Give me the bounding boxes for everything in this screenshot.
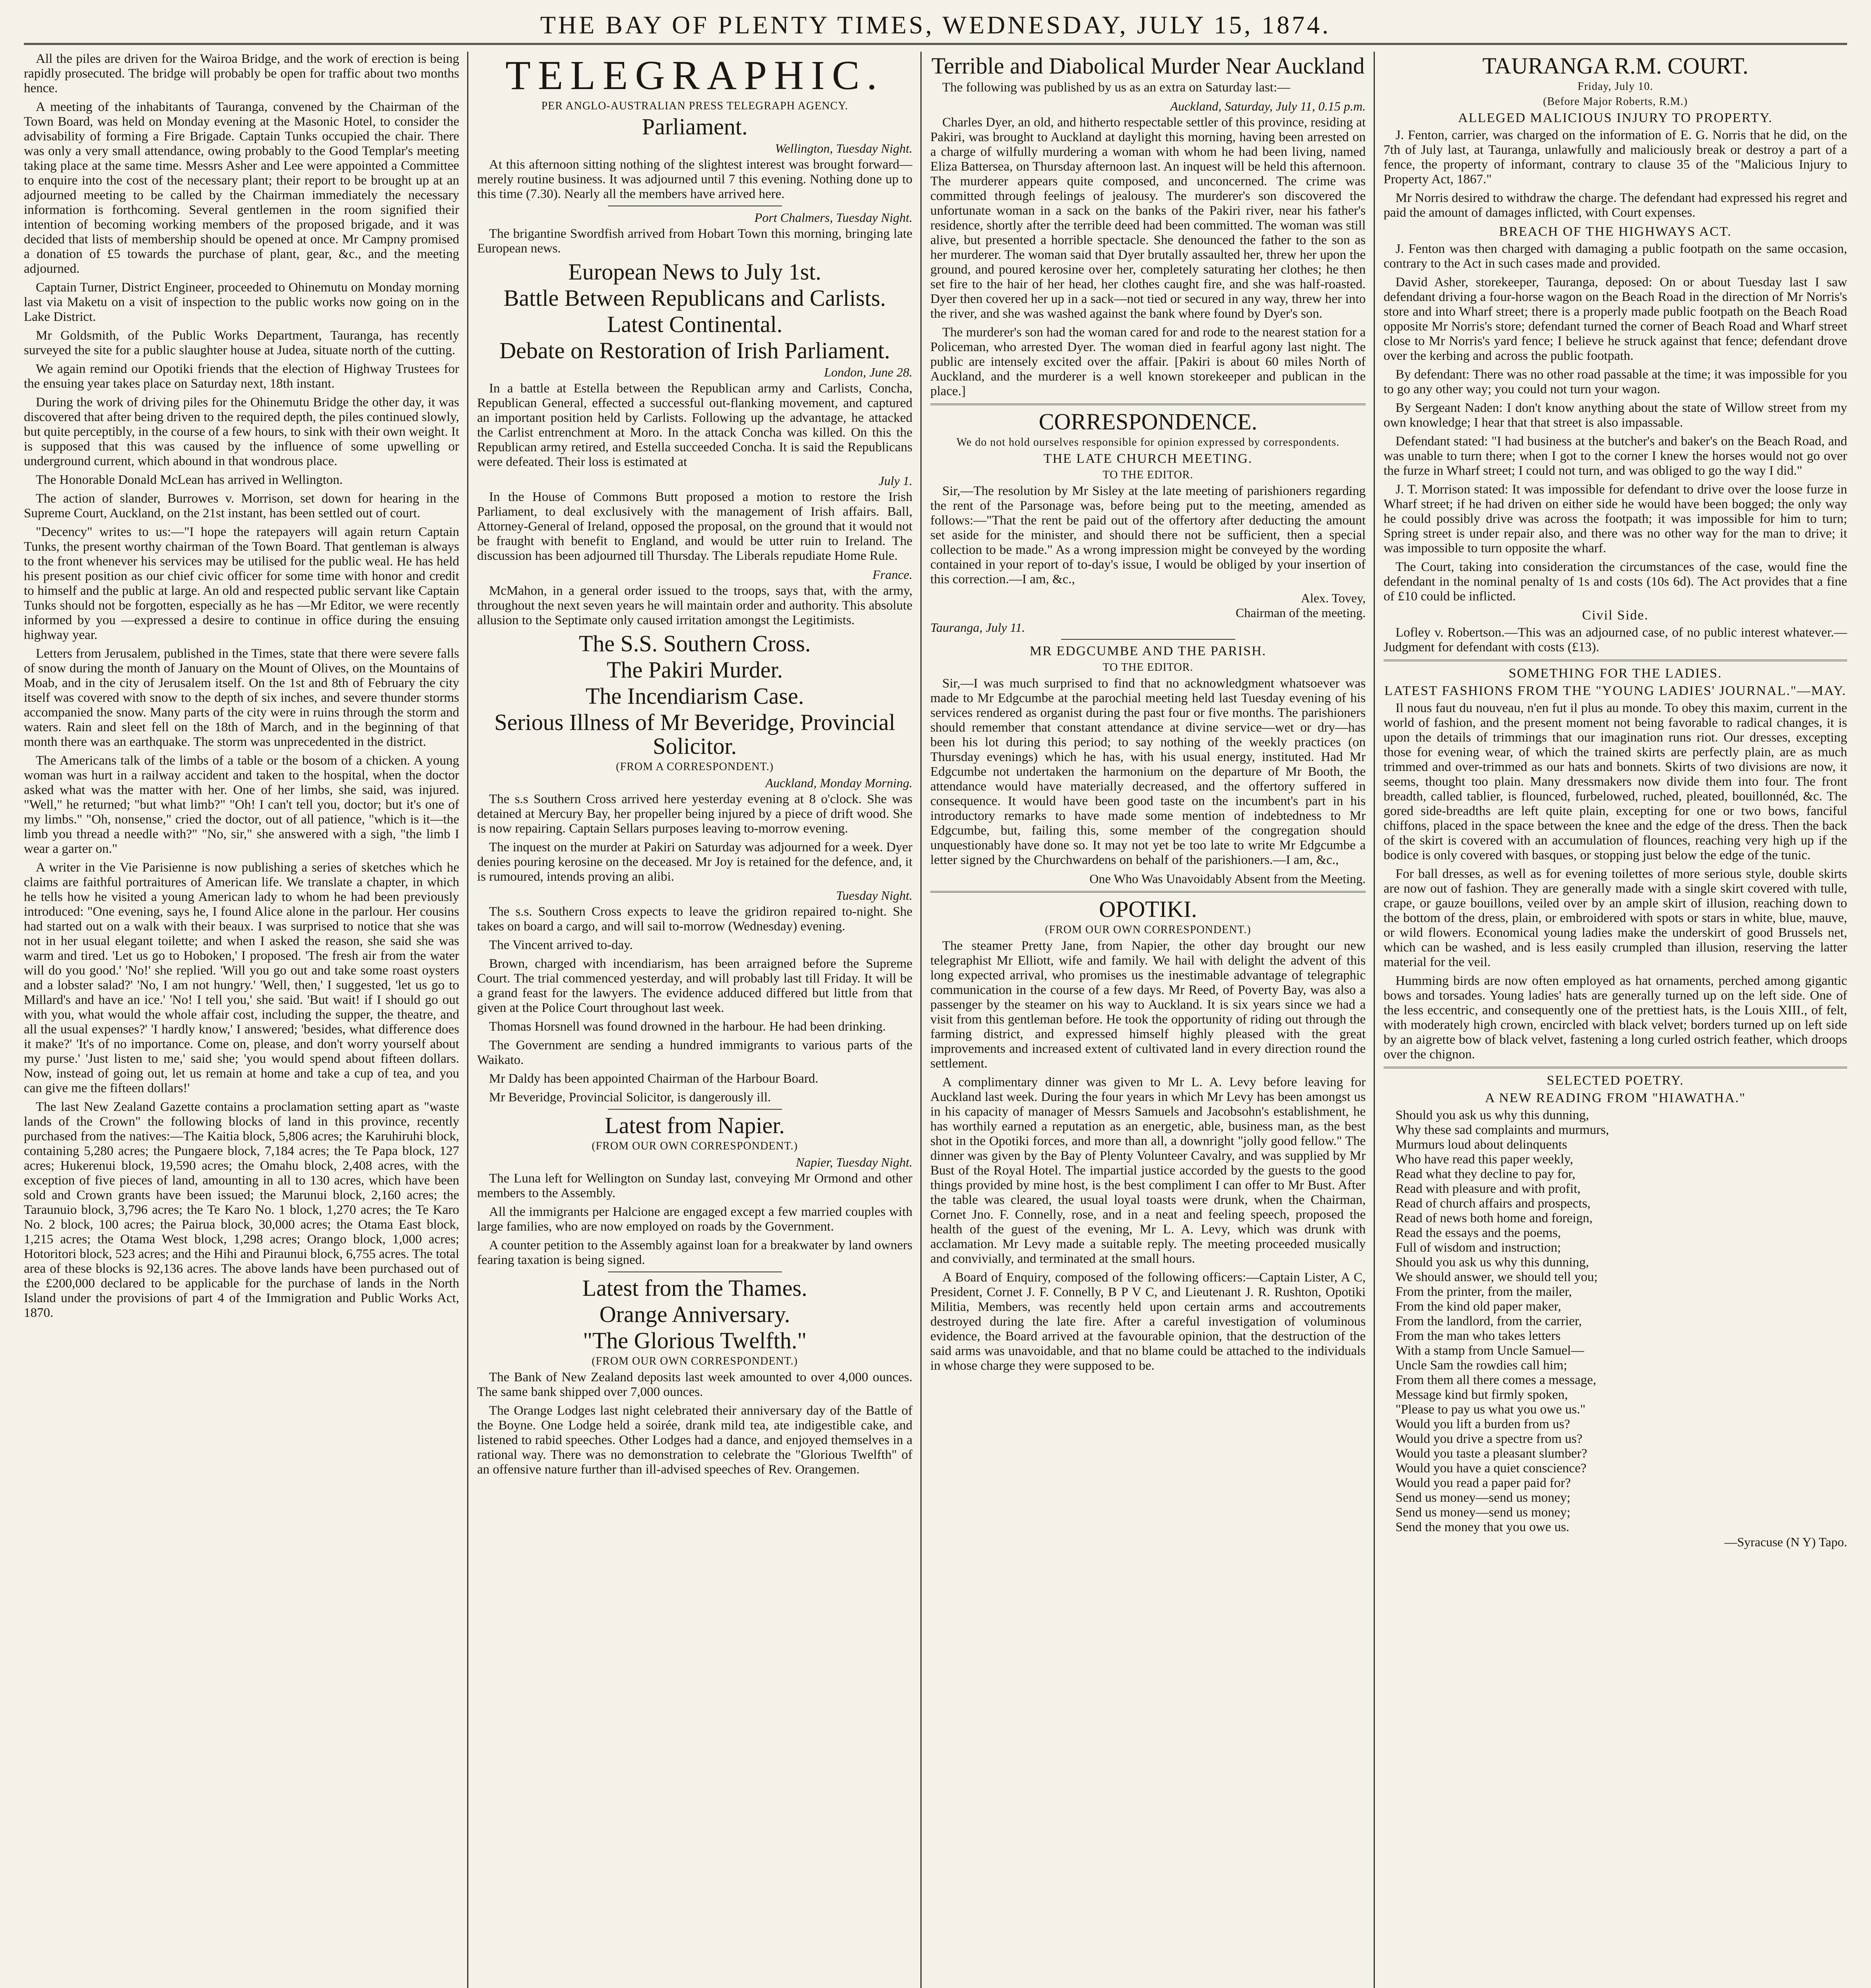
column-3	[930, 52, 1366, 1988]
news-paragraph: The Luna left for Wellington on Sunday last, conveying Mr Ormond and other members to the Assembly.	[477, 1171, 912, 1200]
section-heading: The S.S. Southern Cross.	[578, 631, 811, 656]
news-paragraph: The last New Zealand Gazette contains a proclamation setting apart as "waste lands of the Crown" the following blocks of land in this province, recently purchased from the natives:—The Kaitia block, 5,806 acres; the Karuhiruhi block, containing 5,280 acres; the Pungaere block, 7,184 acres; the Te Papa block, 127 acres; Hukerenui block, 19,590 acres; the Omahu block, 2,408 acres, with the exception of five pieces of land, amounting in all to 130 acres, which have been sold and Crown grants have been issued; the Marunui block, 2,160 acres; the Taraunuio block, 3,796 acres; the Te Karo No. 1 block, 1,270 acres; the Te Karo No. 2 block, 100 acres; the Pairua block, 30,000 acres; the Otama East block, 1,215 acres; the Otama West block, 1,298 acres; Orango block, 1,000 acres; Hotoritori block, 523 acres; and the Hihi and Piraunui block, 6,755 acres. The total area of these blocks is 92,136 acres. The above lands have been purchased out of the £200,000 declared to be applicable for the purchase of lands in the North Island under the provisions of part 4 of the Immigration and Public Works Act, 1870.	[24, 1100, 459, 1320]
letter-paragraph: Sir,—The resolution by Mr Sisley at the late meeting of parishioners regarding the rent of the Parsonage was, before being put to the meeting, amended as follows:—"That the rent be paid out of the offertory after deducting the amount set aside for the minister, and should there not be sufficient, then a special collection to be made." As a wrong impression might be conveyed by the wording contained in your report of to-day's issue, I would be obliged by your insertion of this correction.—I am, &c.,	[930, 484, 1366, 586]
letter-heading: MR EDGCUMBE AND THE PARISH.	[1029, 644, 1267, 658]
news-paragraph: The Americans talk of the limbs of a table or the bosom of a chicken. A young woman was hurt in a railway accident and taken to the hospital, when the doctor asked what was the matter with her. One of her limbs, she said, was injured. "Well," he returned; "but what limb?" "Oh! I can't tell you, doctor; but it's one of my limbs." "Oh, nonsense," cried the doctor, out of all patience, "which is it—the limb you thread a needle with?" "No, sir," she answered with a sigh, "the limb I wear a garter on."	[24, 753, 459, 856]
dateline: Auckland, Monday Morning.	[765, 776, 912, 790]
poem-line: Full of wisdom and instruction;	[1395, 1241, 1561, 1255]
poem-title: A NEW READING FROM "HIAWATHA."	[1485, 1091, 1746, 1105]
case-heading: Civil Side.	[1582, 608, 1649, 623]
news-paragraph: The action of slander, Burrowes v. Morrison, set down for hearing in the Supreme Court, Auckland, on the 21st instant, has been settled out of court.	[24, 491, 459, 520]
poem-line: Would you read a paper paid for?	[1395, 1476, 1571, 1490]
section-subheading: LATEST FASHIONS FROM THE "YOUNG LADIES' JOURNAL."—MAY.	[1384, 683, 1846, 698]
dateline: Auckland, Saturday, July 11, 0.15 p.m.	[1170, 99, 1366, 113]
section-heading: CORRESPONDENCE.	[1038, 409, 1258, 435]
poem-line: Would you taste a pleasant slumber?	[1395, 1446, 1588, 1461]
news-paragraph: A writer in the Vie Parisienne is now publishing a series of sketches which he claims are faithful portraitures of American life. We translate a chapter, in which he tells how he visited a young American lady to whom he had been previously introduced: "One evening, says he, I found Alice alone in the parlour. Her cousins had started out on a walk with their beaux. I was surprised to notice that she was not in her usual elegant toilette; and when I asked the reason, she said she was warm and tired. 'Let us go to Hoboken,' I proposed. 'The fresh air from the water will do you good.' 'No!' she replied. 'Will you go out and take some roast oysters and a lobster salad?' 'No, I am not hungry.' 'Well, then,' I suggested, 'let us go to Millard's and have an ice.' 'No! I tell you,' she said. 'But wait! if I should go out with you, what would the whole affair cost, including the supper, the theatre, and all the usual expenses?' 'I hardly know,' I answered; 'besides, what difference does it make?' 'It's of no importance. Come on, please, and don't worry yourself about my purse.' 'Just listen to me,' said she; 'you would spend about fifteen dollars. Now, instead of going out, let us remain at home and take a cup of tea, and you can give me the fifteen dollars!'	[24, 860, 459, 1095]
correspondent-note: (FROM OUR OWN CORRESPONDENT.)	[1045, 924, 1251, 936]
dateline: Napier, Tuesday Night.	[796, 1155, 912, 1169]
letter-signature: One Who Was Unavoidably Absent from the Meeting.	[1089, 872, 1366, 886]
poem-line: Would you lift a burden from us?	[1395, 1417, 1570, 1431]
news-paragraph: Mr Beveridge, Provincial Solicitor, is dangerously ill.	[489, 1090, 771, 1105]
section-heading: Latest Continental.	[607, 311, 783, 337]
telegraphic-heading: TELEGRAPHIC.	[505, 52, 884, 98]
poem-line: Send us money—send us money;	[1395, 1491, 1570, 1505]
poem-line: Would you have a quiet conscience?	[1395, 1461, 1587, 1475]
section-heading: SELECTED POETRY.	[1547, 1073, 1684, 1088]
news-paragraph: J. Fenton was then charged with damaging a public footpath on the same occasion, contrary to the Act in such cases made and provided.	[1384, 242, 1847, 271]
case-heading: BREACH OF THE HIGHWAYS ACT.	[1499, 224, 1732, 239]
section-heading: Serious Illness of Mr Beveridge, Provincial Solicitor.	[494, 709, 895, 759]
magistrate-note: (Before Major Roberts, R.M.)	[1543, 95, 1688, 108]
poem-line: Send us money—send us money;	[1395, 1505, 1570, 1520]
news-paragraph: Il nous faut du nouveau, n'en fut il plus au monde. To obey this maxim, current in the world of fashion, and the present moment not being favorable to radical changes, it is upon the details of trimmings that our imagination runs riot. Our dresses, excepting those for evening wear, of which the trained skirts are perfectly plain, are as much trimmed and over-trimmed as our hats and bonnets. Skirts of two divisions are now, it seems, thought too plain. Many dressmakers now divide them into four. The front breadth, called tablier, is flounced, furbelowed, ruched, pleated, bouillonnéd, &c. The gored side-breadths are left quite plain, excepting for one or two bows, fanciful chiffons, placed in the space between the knee and the edge of the dress. Then the back of the skirt is covered with an accumulation of flounces, reaching very high up if the bodice is only covered with basques, or stopping just below the edge of the tunic.	[1384, 701, 1847, 862]
poem-line: Send the money that you owe us.	[1395, 1520, 1570, 1534]
news-paragraph: The Orange Lodges last night celebrated their anniversary day of the Battle of the Boyne. One Lodge held a soirée, drank mild tea, ate indigestible cake, and listened to rabid speeches. Other Lodges had a dance, and enjoyed themselves in a rational way. There was no demonstration to celebrate the "Glorious Twelfth" of an offensive nature further than ill-advised speeches of Rev. Orangemen.	[477, 1404, 912, 1477]
poem-line: Read with pleasure and with profit,	[1395, 1182, 1581, 1196]
poem-line: Read of church affairs and prospects,	[1395, 1196, 1591, 1211]
letter-paragraph: Sir,—I was much surprised to find that no acknowledgment whatsoever was made to Mr Edgcumbe at the parochial meeting held last Tuesday evening of his services rendered as organist during the past four or five months. The parishioners should remember that constant attendance at divine service—wet or dry—has been his lot during this period; to say nothing of the weekly practices (on Thursday evenings) which he has, with his usual energy, instituted. Had Mr Edgcumbe not undertaken the harmonium on the departure of Mr Booth, the attendance would have materially decreased, and the offertory suffered in consequence. It would have been good taste on the incumbent's part in his introductory remarks to have made some mention of indebtedness to Mr Edgcumbe, but, failing this, some member of the congregation should unquestionably have done so. It may not yet be too late to write Mr Edgcumbe a letter signed by the Churchwardens on behalf of the parishioners.—I am, &c.,	[930, 676, 1366, 867]
dateline: Tuesday Night.	[836, 888, 912, 903]
news-paragraph: A Board of Enquiry, composed of the following officers:—Captain Lister, A C, President, Cornet J. F. Connelly, B P V C, and Lieutenant J. R. Rushton, Opotiki Militia, Members, was recently held upon certain arms and accoutrements destroyed during the late fire. After a careful investigation of voluminous evidence, the Board arrived at the favourable opinion, that the destruction of the said arms was unavoidable, and that no blame could be attached to the individuals in whose charge they were supposed to be.	[930, 1270, 1366, 1373]
poem-line: From the kind old paper maker,	[1395, 1299, 1561, 1314]
news-paragraph: Mr Norris desired to withdraw the charge. The defendant had expressed his regret and paid the amount of damages inflicted, with Court expenses.	[1384, 191, 1847, 220]
section-heading: "The Glorious Twelfth."	[583, 1328, 807, 1353]
news-paragraph: David Asher, storekeeper, Tauranga, deposed: On or about Tuesday last I saw defendant driving a four-horse wagon on the Beach Road in the direction of Mr Norris's store and into Wharf street; there is a properly made public footpath on the Beach Road opposite Mr Norris's store; defendant turned the corner of Beach Road and Wharf street close to Mr Norris's yard fence; I believe he struck against that fence; defendant drove over the kerbing and across the public footpath.	[1384, 275, 1847, 363]
poem-line: Read the essays and the poems,	[1395, 1226, 1561, 1240]
section-heading: Latest from the Thames.	[582, 1275, 807, 1301]
poem-line: Would you drive a spectre from us?	[1395, 1432, 1583, 1446]
dateline: Wellington, Tuesday Night.	[775, 141, 912, 155]
divider	[1384, 660, 1847, 661]
news-paragraph: The Court, taking into consideration the circumstances of the case, would fine the defendant in the nominal penalty of 1s and costs (10s 6d). The Act provides that a fine of £10 could be inflicted.	[1384, 560, 1847, 604]
news-paragraph: McMahon, in a general order issued to the troops, says that, with the army, throughout the next seven years he will maintain order and authority. This absolute allusion to the Septimate only caused irritation amongst the Legitimists.	[477, 584, 912, 627]
column-2	[477, 52, 912, 1988]
news-paragraph: We again remind our Opotiki friends that the election of Highway Trustees for the ensuing year takes place on Saturday next, 18th instant.	[24, 362, 459, 391]
poem-line: Should you ask us why this dunning,	[1395, 1255, 1589, 1270]
divider	[1061, 639, 1235, 640]
news-paragraph: A meeting of the inhabitants of Tauranga, convened by the Chairman of the Town Board, was held on Monday evening at the Masonic Hotel, to consider the advisability of forming a Fire Brigade. Captain Tunks occupied the chair. There was only a very small attendance, owing probably to the Good Templar's meeting taking place at the same time. Messrs Asher and Lee were appointed a Committee to enquire into the cost of the necessary plant; their report to be brought up at an adjourned meeting to be called by the Chairman immediately the necessary information is forthcoming. Several gentlemen in the room signified their intention of becoming working members of the proposed brigade, and it was decided that lists of membership should be opened at once. Mr Campny promised a donation of £5 towards the purchase of plant, gear, &c., and the meeting adjourned.	[24, 100, 459, 276]
news-paragraph: During the work of driving piles for the Ohinemutu Bridge the other day, it was discovered that after being driven to the required depth, the piles continued slowly, but quite perceptibly, in the course of a few hours, to sink with their own weight. It is supposed that this was caused by the influence of some upwelling or underground current, which abound in that wondrous place.	[24, 395, 459, 468]
news-paragraph: Defendant stated: "I had business at the butcher's and baker's on the Beach Road, and was unable to turn there; when I got to the corner I knew the horses would not go over the furze in Wharf street; I could not turn, and was obliged to go the way I did."	[1384, 434, 1847, 478]
dateline: Tauranga, July 11.	[930, 620, 1025, 635]
editorial-note: We do not hold ourselves responsible for opinion expressed by correspondents.	[956, 436, 1340, 448]
news-paragraph: Mr Goldsmith, of the Public Works Department, Tauranga, has recently surveyed the site for a public slaughter house at Judea, situate north of the cutting.	[24, 328, 459, 357]
dateline: London, June 28.	[824, 365, 912, 379]
news-paragraph: A complimentary dinner was given to Mr L. A. Levy before leaving for Auckland last week. During the four years in which Mr Levy has been amongst us in his capacity of manager of Messrs Samuels and Jacobsohn's establishment, he has worthily earned a reputation as an energetic, able, business man, as the best shot in the Opotiki forces, and more than all, a downright "jolly good fellow." The dinner was given by the Bay of Plenty Volunteer Cavalry, and was supplied by Mr Bust of the Royal Hotel. The impartial justice accorded by the guests to the good things provided by mine host, is the best compliment I can offer to Mr Bust. After the table was cleared, the usual loyal toasts were drunk, when the Chairman, Cornet Jno. F. Connelly, rose, and in a neat and feeling speech, proposed the health of the guest of the evening, Mr L. A. Levy, which was drunk with acclamation. Mr Levy made a suitable reply. The meeting proceeded musically and convivially, and terminated at the small hours.	[930, 1075, 1366, 1266]
poem-line: Message kind but firmly spoken,	[1395, 1388, 1568, 1402]
agency-subheading: PER ANGLO-AUSTRALIAN PRESS TELEGRAPH AGENCY.	[541, 100, 848, 112]
news-paragraph: A counter petition to the Assembly against loan for a breakwater by land owners fearing taxation is being signed.	[477, 1238, 912, 1267]
correspondent-note: (FROM OUR OWN CORRESPONDENT.)	[592, 1140, 798, 1152]
news-paragraph: The brigantine Swordfish arrived from Hobart Town this morning, bringing late European news.	[477, 227, 912, 256]
dateline: France.	[872, 567, 912, 582]
news-paragraph: For ball dresses, as well as for evening toilettes of more serious style, double skirts are now out of fashion. They are generally made with a single skirt covered with tulle, crape, or gauze bouillons, veiled over by an ample skirt of illusion, reaching down to the bottom of the dress, plain, or embroidered with spots or stars in white, blue, mauve, or wild flowers. Economical young ladies make the underskirt of good Brussels net, which can be washed, and is less easily crumpled than illusion, reserving the latter material for the veil.	[1384, 867, 1847, 969]
column-1	[24, 52, 459, 1988]
dateline: July 1.	[878, 474, 912, 488]
column-rule	[1374, 52, 1375, 1988]
news-paragraph: In a battle at Estella between the Republican army and Carlists, Concha, Republican General, effected a successful out-flanking movement, and captured an important position held by Carlists. Following up the advantage, he attacked the Carlist entrenchment at Moro. In the attack Concha was killed. On this the Republican army retired, and Estella succeeded Concha. It is said the Republicans were defeated. Their loss is estimated at	[477, 381, 912, 469]
poem-line: Read what they decline to pay for,	[1395, 1167, 1576, 1181]
column-rule	[920, 52, 922, 1988]
news-paragraph: The s.s. Southern Cross expects to leave the gridiron repaired to-night. She takes on board a cargo, and will sail to-morrow (Wednesday) evening.	[477, 905, 912, 934]
letter-heading: THE LATE CHURCH MEETING.	[1043, 451, 1253, 466]
news-paragraph: "Decency" writes to us:—"I hope the ratepayers will again return Captain Tunks, the present worthy chairman of the Town Board. That gentleman is always to the front whenever his services may be utilised for the public weal. He has held his present position as our chief civic officer for some time with honor and credit to himself and the public at large. An old and respected public servant like Captain Tunks should not be forgotten, especially as he has —Mr Editor, we were recently informed by you —expressed a desire to continue in office during the ensuing highway year.	[24, 525, 459, 642]
news-paragraph: The steamer Pretty Jane, from Napier, the other day brought our new telegraphist Mr Elliott, wife and family. We hail with delight the advent of this long expected arrival, who promises us the inestimable advantage of telegraphic communication in the course of a few days. Mr Reed, of Poverty Bay, was also a passenger by the steamer on his way to Auckland. It is six years since we had a visit from this gentleman before. He took the opportunity of riding out through the farming district, and expressed himself highly pleased with the great improvements and increased extent of cultivated land in every direction round the settlement.	[930, 939, 1366, 1071]
news-paragraph: All the immigrants per Halcione are engaged except a few married couples with large families, who are now employed on roads by the Government.	[477, 1205, 912, 1234]
news-paragraph: The Bank of New Zealand deposits last week amounted to over 4,000 ounces. The same bank shipped over 7,000 ounces.	[477, 1370, 912, 1399]
section-heading: TAURANGA R.M. COURT.	[1482, 53, 1749, 79]
news-paragraph: Charles Dyer, an old, and hitherto respectable settler of this province, residing at Pakiri, was brought to Auckland at daylight this morning, having been arrested on a charge of wilfully murdering a woman with whom he had been living, named Eliza Battersea, on Thursday afternoon last. An inquest will be held this afternoon. The murderer appears quite composed, and unconcerned. The crime was committed through feelings of jealousy. The murderer's son discovered the unfortunate woman in a sack on the banks of the Pakiri river, near his father's residence, shortly after the terrible deed had been committed. The woman was still alive, but presented a horrible spectacle. She denounced the father to the son as her murderer. The woman said that Dyer brutally assaulted her, threw her upon the ground, and poured kerosine over her, completely saturating her clothes; he then set fire to the hair of her head, her clothes caught fire, and she was half-roasted. Dyer then covered her up in a sack—not tied or secured in any way, threw her into the river, and she was washed against the bank where found by Dyer's son.	[930, 115, 1366, 321]
section-heading: Debate on Restoration of Irish Parliament.	[499, 338, 890, 363]
section-heading: Latest from Napier.	[605, 1112, 785, 1138]
news-paragraph: Letters from Jerusalem, published in the Times, state that there were severe falls of snow during the month of January on the Mount of Olives, on the Mountains of Moab, and in the city of Jerusalem itself. On the 1st and 8th of February the city itself was covered with snow to the depth of six inches, and severe thunder storms accompanied the snow. Many parts of the city were in ruins through the storm and waters. Rain and sleet fell on the 18th of March, and in the beginning of that month there was an earthquake. The storm was unprecedented in the district.	[24, 646, 459, 749]
poem-body	[1384, 1108, 1847, 1535]
poem-line: "Please to pay us what you owe us."	[1395, 1402, 1586, 1417]
poem-line: With a stamp from Uncle Samuel—	[1395, 1343, 1584, 1358]
section-heading: The Pakiri Murder.	[607, 657, 783, 683]
correspondent-note: (FROM OUR OWN CORRESPONDENT.)	[592, 1355, 798, 1367]
news-paragraph: By defendant: There was no other road passable at the time; it was impossible for you to go any other way; you could not turn your wagon.	[1384, 367, 1847, 396]
news-paragraph: The inquest on the murder at Pakiri on Saturday was adjourned for a week. Dyer denies pouring kerosine on the deceased. Mr Joy is retained for the defence, and, it is rumoured, intends proving an alibi.	[477, 840, 912, 884]
divider	[608, 1109, 782, 1110]
news-paragraph: The murderer's son had the woman cared for and rode to the nearest station for a Policeman, who arrested Dyer. The woman died in fearful agony last night. The public are intensely excited over the affair. [Pakiri is about 60 miles North of Auckland, and the murderer is a well known storekeeper and publican in the place.]	[930, 325, 1366, 398]
section-heading: The Incendiarism Case.	[585, 683, 804, 709]
poem-line: We should answer, we should tell you;	[1395, 1270, 1598, 1284]
news-paragraph: J. T. Morrison stated: It was impossible for defendant to drive over the loose furze in Wharf street; if he had driven on either side he would have been bogged; the only way he could possibly drive was across the footpath; it was impossible for him to turn; Spring street is under repair also, and there was no other way for the man to drive; it was impossible to turn opposite the wharf.	[1384, 482, 1847, 555]
news-paragraph: Humming birds are now often employed as hat ornaments, perched among gigantic bows and torsades. Young ladies' hats are generally turned up on the left side. One of the less eccentric, and consequently one of the prettiest hats, is the Louis XIII., of felt, with moderately high crown, encircled with black velvet; borders turned up on left side by an aigrette bow of black velvet, fastening a long curled ostrich feather, which droops over the chignon.	[1384, 974, 1847, 1062]
dateline: Friday, July 10.	[1578, 80, 1653, 93]
section-heading: Terrible and Diabolical Murder Near Auckland	[931, 53, 1365, 79]
news-paragraph: By Sergeant Naden: I don't know anything about the state of Willow street from my own knowledge; I hear that that street is also impassable.	[1384, 401, 1847, 430]
letter-address: TO THE EDITOR.	[1102, 469, 1194, 481]
news-paragraph: In the House of Commons Butt proposed a motion to restore the Irish Parliament, to deal exclusively with the management of Irish affairs. Ball, Attorney-General of Ireland, opposed the proposal, on the ground that it would not be fraught with benefit to England, and would be utter ruin to Ireland. The discussion has been adjourned till Thursday. The Liberals repudiate Home Rule.	[477, 490, 912, 563]
news-paragraph: Brown, charged with incendiarism, has been arraigned before the Supreme Court. The trial commenced yesterday, and will probably last till Friday. It will be a grand feast for the lawyers. The evidence adduced differed but little from that given at the Police Court throughout last week.	[477, 957, 912, 1015]
news-paragraph: The Honorable Donald McLean has arrived in Wellington.	[36, 473, 343, 487]
poem-line: Uncle Sam the rowdies call him;	[1395, 1358, 1567, 1373]
case-heading: ALLEGED MALICIOUS INJURY TO PROPERTY.	[1458, 111, 1773, 125]
letter-signature: Chairman of the meeting.	[1235, 606, 1366, 620]
poem-line: From them all there comes a message,	[1395, 1373, 1596, 1387]
section-heading: Orange Anniversary.	[599, 1301, 790, 1327]
poem-line: From the printer, from the mailer,	[1395, 1285, 1572, 1299]
poem-line: Read of news both home and foreign,	[1395, 1211, 1593, 1225]
section-heading: Battle Between Republicans and Carlists.	[503, 285, 886, 311]
dateline: Port Chalmers, Tuesday Night.	[754, 210, 912, 225]
poem-line: From the landlord, from the carrier,	[1395, 1314, 1582, 1328]
news-paragraph: Captain Turner, District Engineer, proceeded to Ohinemutu on Monday morning last via Maketu on a visit of inspection to the public works now going on in the Lake District.	[24, 280, 459, 324]
news-paragraph: J. Fenton, carrier, was charged on the information of E. G. Norris that he did, on the 7th of July last, at Tauranga, unlawfully and maliciously break or destroy a part of a fence, the property of informant, contrary to clause 35 of the "Malicious Injury to Property Act, 1867."	[1384, 128, 1847, 186]
news-paragraph: The Vincent arrived to-day.	[489, 938, 633, 952]
section-heading: SOMETHING FOR THE LADIES.	[1508, 666, 1722, 681]
news-paragraph: The following was published by us as an extra on Saturday last:—	[942, 80, 1291, 95]
poem-line: Murmurs loud about delinquents	[1395, 1138, 1567, 1152]
news-paragraph: Thomas Horsnell was found drowned in the harbour. He had been drinking.	[489, 1019, 886, 1034]
section-heading: European News to July 1st.	[568, 259, 821, 285]
column-rule	[467, 52, 468, 1988]
news-paragraph: Mr Daldy has been appointed Chairman of the Harbour Board.	[489, 1072, 819, 1086]
section-heading: OPOTIKI.	[1099, 896, 1197, 922]
poem-line: Why these sad complaints and murmurs,	[1395, 1123, 1609, 1137]
divider	[1384, 1067, 1847, 1068]
news-paragraph: At this afternoon sitting nothing of the slightest interest was brought forward—merely routine business. It was adjourned until 7 this evening. Nothing done up to this time (7.30). Nearly all the members have arrived here.	[477, 157, 912, 201]
news-paragraph: All the piles are driven for the Wairoa Bridge, and the work of erection is being rapidly prosecuted. The bridge will probably be open for traffic about two months hence.	[24, 52, 459, 95]
poem-line: Should you ask us why this dunning,	[1395, 1108, 1589, 1122]
poem-source: —Syracuse (N Y) Tapo.	[1724, 1535, 1847, 1549]
correspondent-note: (FROM A CORRESPONDENT.)	[616, 761, 774, 773]
poem-line: From the man who takes letters	[1395, 1329, 1561, 1343]
letter-address: TO THE EDITOR.	[1102, 661, 1194, 674]
column-4	[1384, 52, 1847, 1988]
news-paragraph: The s.s Southern Cross arrived here yesterday evening at 8 o'clock. She was detained at Mercury Bay, her propeller being injured by a piece of drift wood. She is now repairing. Captain Sellars purposes leaving to-morrow evening.	[477, 792, 912, 836]
news-paragraph: The Government are sending a hundred immigrants to various parts of the Waikato.	[477, 1038, 912, 1067]
poem-line: Who have read this paper weekly,	[1395, 1152, 1573, 1167]
section-heading: Parliament.	[642, 114, 748, 140]
divider	[930, 404, 1366, 405]
letter-signature: Alex. Tovey,	[1300, 591, 1366, 605]
masthead-title: THE BAY OF PLENTY TIMES, WEDNESDAY, JULY 15, 1874.	[24, 7, 1847, 45]
divider	[930, 891, 1366, 893]
news-paragraph: Lofley v. Robertson.—This was an adjourned case, of no public interest whatever.—Judgment for defendant with costs (£13).	[1384, 625, 1847, 654]
